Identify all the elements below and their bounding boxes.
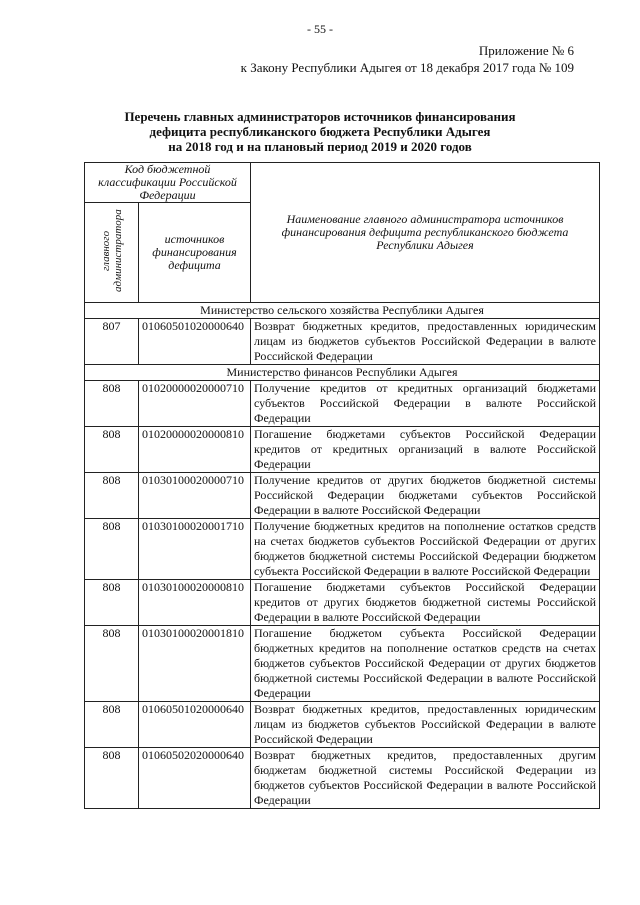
admin-code-cell: 808 [85,381,139,427]
admin-code-cell: 808 [85,702,139,748]
appendix-law-reference: к Закону Республики Адыгея от 18 декабря 2017 года № 109 [240,60,574,75]
description-cell: Возврат бюджетных кредитов, предоставленных другим бюджетам бюджетной системы Российской Федерации из бюджетов субъектов Российской Федерации в валюте Российской Федерации [251,748,600,809]
source-code-cell: 01030100020001710 [139,519,251,580]
description-cell: Получение кредитов от кредитных организаций бюджетами субъектов Российской Федерации в валюте Российской Федерации [251,381,600,427]
table-row [85,381,600,427]
description-cell: Получение бюджетных кредитов на пополнение остатков средств на счетах бюджетов субъектов Российской Федерации от других бюджетов бюджетной системы Российской Федерации бюджетом субъекта Российской Федерации в валюте Российской Федерации [251,519,600,580]
header-admin-code-cell [85,203,139,303]
admin-code-cell: 808 [85,580,139,626]
admin-code-cell: 808 [85,626,139,702]
source-code-cell: 01030100020000710 [139,473,251,519]
section-row [85,303,600,319]
title-line-3: на 2018 год и на плановый период 2019 и 2020 годов [168,139,472,154]
table-row [85,427,600,473]
description-cell: Погашение бюджетами субъектов Российской Федерации кредитов от кредитных организаций в валюте Российской Федерации [251,427,600,473]
source-code-cell: 01020000020000710 [139,381,251,427]
admin-code-cell: 807 [85,319,139,365]
table-row [85,748,600,809]
header-budget-classification-code: Код бюджетной классификации Российской Федерации [85,163,251,203]
description-cell: Получение кредитов от других бюджетов бюджетной системы Российской Федерации бюджетами субъектов Российской Федерации в валюте Российской Федерации [251,473,600,519]
section-title: Министерство сельского хозяйства Республики Адыгея [85,303,600,319]
description-cell: Погашение бюджетами субъектов Российской Федерации кредитов от других бюджетов бюджетной системы Российской Федерации в валюте Российской Федерации [251,580,600,626]
source-code-cell: 01060501020000640 [139,702,251,748]
section-title: Министерство финансов Республики Адыгея [85,365,600,381]
admin-code-cell: 808 [85,748,139,809]
table-row [85,580,600,626]
source-code-cell: 01030100020001810 [139,626,251,702]
header-admin-code: главного администратора [99,209,124,293]
source-code-cell: 01060501020000640 [139,319,251,365]
header-administrator-name: Наименование главного администратора источников финансирования дефицита республиканского бюджета Республики Адыгея [251,163,600,303]
admin-code-cell: 808 [85,519,139,580]
page-number: - 55 - [307,22,333,36]
appendix-label: Приложение № 6 [478,43,574,58]
table-row [85,473,600,519]
description-cell: Возврат бюджетных кредитов, предоставленных юридическим лицам из бюджетов субъектов Российской Федерации в валюте Российской Федерации [251,702,600,748]
section-row [85,365,600,381]
table-row [85,519,600,580]
source-code-cell: 01020000020000810 [139,427,251,473]
source-code-cell: 01030100020000810 [139,580,251,626]
description-cell: Возврат бюджетных кредитов, предоставленных юридическим лицам из бюджетов субъектов Российской Федерации в валюте Российской Федерации [251,319,600,365]
document-title [0,109,640,154]
admin-code-cell: 808 [85,473,139,519]
title-line-1: Перечень главных администраторов источников финансирования [124,109,516,124]
admin-code-cell: 808 [85,427,139,473]
description-cell: Погашение бюджетом субъекта Российской Федерации бюджетных кредитов на пополнение остатков средств на счетах бюджетов субъектов Российской Федерации от других бюджетов бюджетной системы Российской Федерации в валюте Российской Федерации [251,626,600,702]
source-code-cell: 01060502020000640 [139,748,251,809]
sources-table [84,162,600,809]
table-body [85,303,600,809]
header-source-code: источников финансирования дефицита [139,203,251,303]
title-line-2: дефицита республиканского бюджета Республики Адыгея [149,124,491,139]
table-row [85,626,600,702]
table-row [85,319,600,365]
table-row [85,702,600,748]
